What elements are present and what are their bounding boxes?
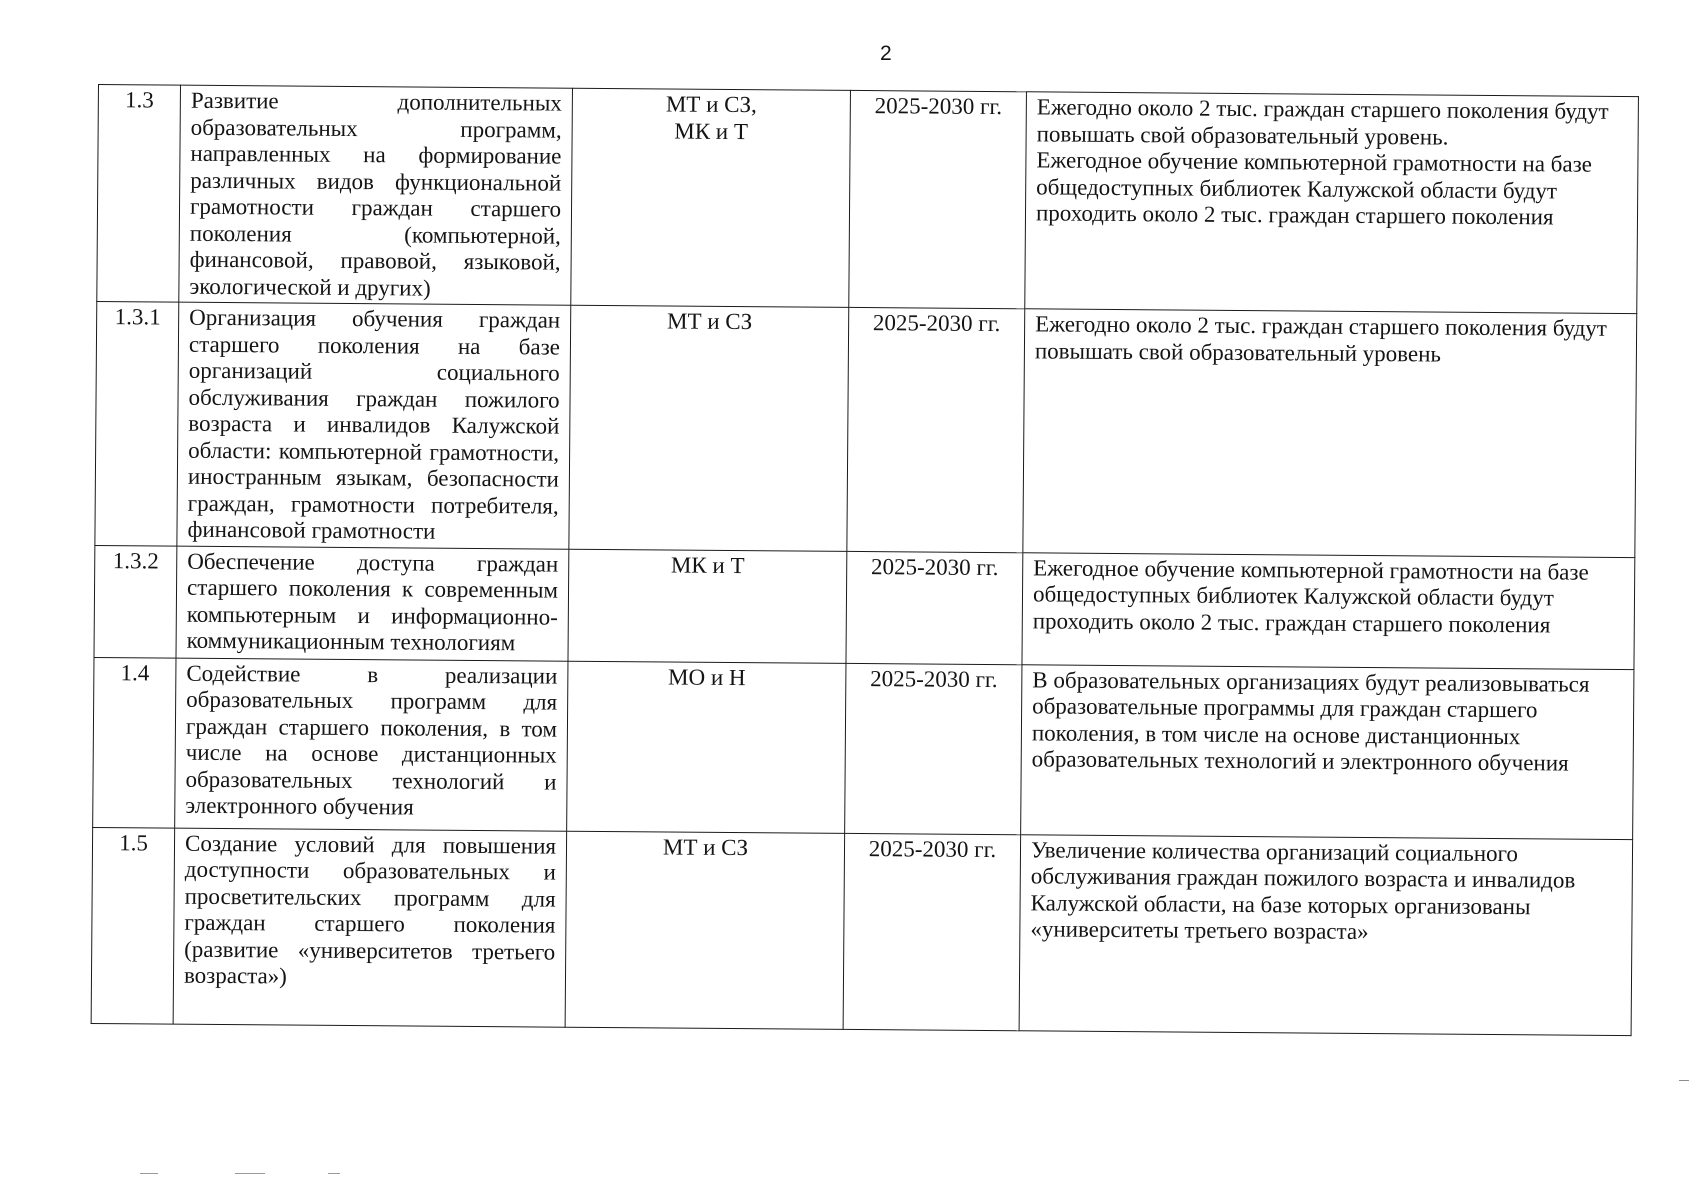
result-paragraph: Ежегодно около 2 тыс. граждан старшего поколения будут повышать свой образовательный уровень. [1036,94,1609,150]
measure-name: Содействие в реализации образовательных программ для граждан старшего поколения, в том числе на основе дистанционных образовательных технологий и электронного обучения [175,658,568,831]
scan-mark [1679,1080,1689,1081]
result-paragraph: Увеличение количества организаций социального обслуживания граждан пожилого возраста и инвалидов Калужской области, на базе которых организованы «университеты третьего возраста» [1030,836,1576,945]
result-cell [1021,664,1634,839]
scan-mark [140,1173,158,1174]
measure-name: Обеспечение доступа граждан старшего поколения к современным компьютерным и информационно-коммуникационным технологиям [176,546,569,661]
table-row [91,827,1632,1035]
table-row [95,301,1637,557]
period-cell: 2025-2030 гг. [846,551,1023,664]
table-row [97,85,1639,314]
row-number: 1.5 [91,827,175,1024]
result-cell [1025,92,1639,314]
measure-name: Создание условий для повышения доступности образовательных и просветительских программ для граждан старшего поколения (развитие «университетов третьего возраста») [173,828,567,1027]
scan-mark [328,1173,340,1174]
measure-name: Организация обучения граждан старшего поколения на базе организаций социального обслуживания граждан пожилого возраста и инвалидов Калужской области: компьютерной грамотности, иностранным языкам, безопасности граждан, грамотности потребителя, финансовой грамотности [177,302,571,549]
result-paragraph: Ежегодное обучение компьютерной грамотности на базе общедоступных библиотек Калужской области будут проходить около 2 тыс. граждан старшего поколения [1035,147,1593,230]
period-cell: 2025-2030 гг. [845,663,1022,834]
plan-table-wrapper [91,84,1638,1036]
executor-cell [567,661,846,833]
table-row [94,545,1635,669]
row-number: 1.4 [93,657,176,828]
result-cell [1022,552,1635,669]
executor-line: МК и Т [670,552,745,578]
result-paragraph: Ежегодно около 2 тыс. граждан старшего поколения будут повышать свой образовательный уровень [1034,311,1607,367]
executor-line: МК и Т [674,118,749,144]
period-cell: 2025-2030 гг. [843,833,1021,1030]
executor-line: МО и Н [668,663,746,690]
period-cell: 2025-2030 гг. [849,90,1027,308]
period-cell: 2025-2030 гг. [847,307,1025,552]
executor-line: МТ и СЗ [666,308,753,335]
result-paragraph: Ежегодное обучение компьютерной грамотности на базе общедоступных библиотек Калужской области будут проходить около 2 тыс. граждан старшего поколения [1032,554,1589,637]
executor-cell [569,305,849,551]
executor-cell [571,88,851,307]
row-number: 1.3.1 [95,301,179,545]
scan-mark [235,1173,265,1174]
row-number: 1.3.2 [94,545,177,658]
executor-line: МТ и СЗ [662,833,749,860]
executor-cell [565,831,845,1029]
table-row [93,657,1634,839]
plan-table [91,84,1639,1036]
executor-cell [568,549,847,663]
result-paragraph: В образовательных организациях будут реализовываться образовательные программы для граждан старшего поколения, в том числе на основе дистанционных образовательных технологий и электронного обучения [1031,666,1590,776]
page-number: 2 [880,42,892,65]
executor-line: МТ и СЗ, [665,91,757,118]
result-cell [1023,309,1637,557]
scan-artifacts [140,1173,360,1175]
result-cell [1019,834,1633,1035]
measure-name: Развитие дополнительных образовательных программ, направленных на формирование различных видов функциональной грамотности граждан старшего поколения (компьютерной, финансовой, правовой, языковой, экологической и других) [179,85,573,305]
row-number: 1.3 [97,85,181,303]
